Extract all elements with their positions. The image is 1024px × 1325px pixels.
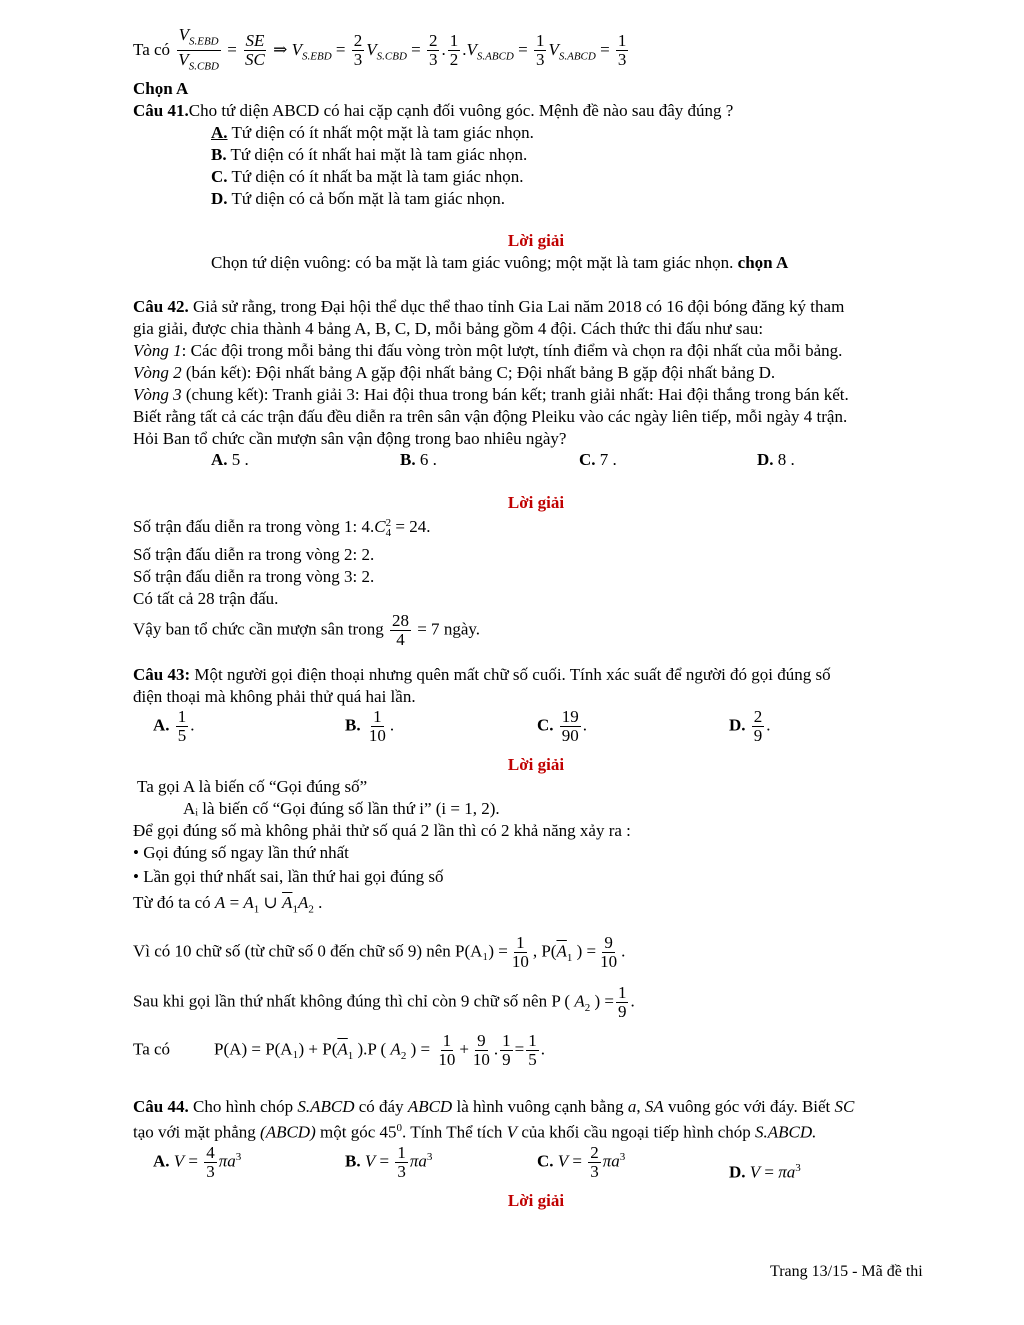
q44-solution-title: Lời giải <box>507 1191 565 1210</box>
q42-option-b[interactable]: B. 6 . <box>400 450 437 469</box>
q43-option-d[interactable]: D. $\frac{2}{9}$ . <box>729 707 771 745</box>
q43-option-a[interactable]: A. $\frac{1}{5}$ . <box>153 707 195 745</box>
q44-option-d[interactable]: D. $V = \pi a^3$ <box>729 1162 801 1182</box>
q42-round3: Vòng 3 (chung kết): Tranh giải 3: Hai đội thua trong bán kết; tranh giải nhất: Hai đội thắng trong bán kết. <box>133 385 849 404</box>
q41-solution-title: Lời giải <box>507 231 565 250</box>
q43-option-c[interactable]: C. $\frac{19}{90}$ . <box>537 707 588 745</box>
q42-sol-line5: Vậy ban tổ chức cần mượn sân trong $\frac{28}{4}$ = 7 ngày. <box>133 611 481 649</box>
q42-round2: Vòng 2 (bán kết): Đội nhất bảng A gặp đội nhất bảng C; Đội nhất bảng B gặp đội nhất bảng D. <box>133 363 776 382</box>
q42-stem-line1: Câu 42. Giả sử rằng, trong Đại hội thể dục thể thao tỉnh Gia Lai năm 2018 có 16 đội bóng đăng ký tham <box>133 297 845 316</box>
q42-stem-line6: Biết rằng tất cả các trận đấu đều diễn ra trên sân vận động Pleiku vào các ngày liên tiếp, mỗi ngày 4 trận. <box>133 407 848 426</box>
q42-sol-line2: Số trận đấu diễn ra trong vòng 2: 2. <box>133 545 375 564</box>
q44-stem-line1: Câu 44. Cho hình chóp S.ABCD có đáy ABCD là hình vuông cạnh bằng a, SA vuông góc với đáy. Biết SC <box>133 1097 855 1116</box>
q43-sol-bullet2: • Lần gọi thứ nhất sai, lần thứ hai gọi đúng số <box>133 867 444 886</box>
q42-option-c[interactable]: C. 7 . <box>579 450 617 469</box>
q42-option-a[interactable]: A. 5 . <box>211 450 249 469</box>
q44-option-a[interactable]: A. V = $\frac{4}{3}$ $\pi a^3$ <box>153 1143 242 1181</box>
q42-option-d[interactable]: D. 8 . <box>757 450 795 469</box>
q42-round1: Vòng 1: Các đội trong mỗi bảng thi đấu vòng tròn một lượt, tính điểm và chọn ra đội nhất của mỗi bảng. <box>133 341 843 360</box>
q43-sol-line9: Ta có $P(A) = P(A_1) + P(\overline{A}_1$ ).P ( $A_2$ ) = $\frac{1}{10}$ + $\frac{9}{10}$ . $\frac{1}{9}$ = $\frac{1}{5}$ . <box>133 1031 545 1069</box>
q44-stem-line2: tạo với mặt phẳng (ABCD) một góc $45^0$. Tính Thể tích V của khối cầu ngoại tiếp hình chóp S.ABCD. <box>133 1122 817 1142</box>
q43-sol-line6: Từ đó ta có $A = A_1$ ∪ $\overline{A}_1A_2$ . <box>133 893 323 916</box>
q43-stem-line1: Câu 43: Một người gọi điện thoại nhưng quên mất chữ số cuối. Tính xác suất để người đó gọi đúng số <box>133 665 831 684</box>
prev-formula: Ta có $\frac{V_{S.EBD}}{V_{S.CBD}}$ = $\frac{SE}{SC}$ ⇒ $V_{S.EBD}$ = $\frac{2}{3}$ $V_{S.CBD}$ = $\frac{2}{3}$ . $\frac{1}{2}$ $.V_{S.ABCD}$ = $\frac{1}{3}$ $V_{S.ABCD}$ = $\frac{1}{3}$ <box>133 25 627 73</box>
q41-option-c[interactable]: C. Tứ diện có ít nhất ba mặt là tam giác nhọn. <box>211 167 524 186</box>
q42-solution-title: Lời giải <box>507 493 565 512</box>
q43-sol-line7: Vì có 10 chữ số (từ chữ số 0 đến chữ số 9) nên P(A₁) = $\frac{1}{10}$ , $P(\overline{A}_1$ ) = $\frac{9}{10}$ . <box>133 933 626 971</box>
q42-sol-line4: Có tất cả 28 trận đấu. <box>133 589 279 608</box>
q42-sol-line1: Số trận đấu diễn ra trong vòng 1: 4.C 2 4 = 24. <box>133 517 431 540</box>
q44-option-c[interactable]: C. V = $\frac{2}{3}$ $\pi a^3$ <box>537 1143 626 1181</box>
prev-answer: Chọn A <box>133 79 189 98</box>
q43-sol-line8: Sau khi gọi lần thứ nhất không đúng thì chỉ còn 9 chữ số nên P ( $A_2$ ) = $\frac{1}{9}$ . <box>133 983 635 1021</box>
q43-sol-bullet1: • Gọi đúng số ngay lần thứ nhất <box>133 843 349 862</box>
q41-option-a[interactable]: A. Tứ diện có ít nhất một mặt là tam giác nhọn. <box>211 123 534 142</box>
q42-stem-line2: gia giải, được chia thành 4 bảng A, B, C, D, mỗi bảng gồm 4 đội. Cách thức thi đấu như sau: <box>133 319 764 338</box>
q44-option-b[interactable]: B. V = $\frac{1}{3}$ $\pi a^3$ <box>345 1143 433 1181</box>
q42-stem-line7: Hỏi Ban tổ chức cần mượn sân vận động trong bao nhiêu ngày? <box>133 429 567 448</box>
q43-option-b[interactable]: B. $\frac{1}{10}$ . <box>345 707 395 745</box>
q41-option-b[interactable]: B. Tứ diện có ít nhất hai mặt là tam giác nhọn. <box>211 145 528 164</box>
q43-solution-title: Lời giải <box>507 755 565 774</box>
q43-sol-line2: Aᵢ là biến cố “Gọi đúng số lần thứ i” (i = 1, 2). <box>183 799 500 818</box>
q43-sol-line1: Ta gọi A là biến cố “Gọi đúng số” <box>137 777 368 796</box>
q41-stem: Câu 41.Cho tứ diện ABCD có hai cặp cạnh đối vuông góc. Mệnh đề nào sau đây đúng ? <box>133 101 734 120</box>
q42-sol-line3: Số trận đấu diễn ra trong vòng 3: 2. <box>133 567 375 586</box>
q41-solution: Chọn tứ diện vuông: có ba mặt là tam giác vuông; một mặt là tam giác nhọn. chọn A <box>211 253 789 272</box>
page-footer: Trang 13/15 - Mã đề thi <box>770 1263 923 1280</box>
q43-sol-line3: Để gọi đúng số mà không phải thử số quá 2 lần thì có 2 khả năng xảy ra : <box>133 821 631 840</box>
q43-stem-line2: điện thoại mà không phải thử quá hai lần. <box>133 687 416 706</box>
q41-option-d[interactable]: D. Tứ diện có cả bốn mặt là tam giác nhọn. <box>211 189 506 208</box>
